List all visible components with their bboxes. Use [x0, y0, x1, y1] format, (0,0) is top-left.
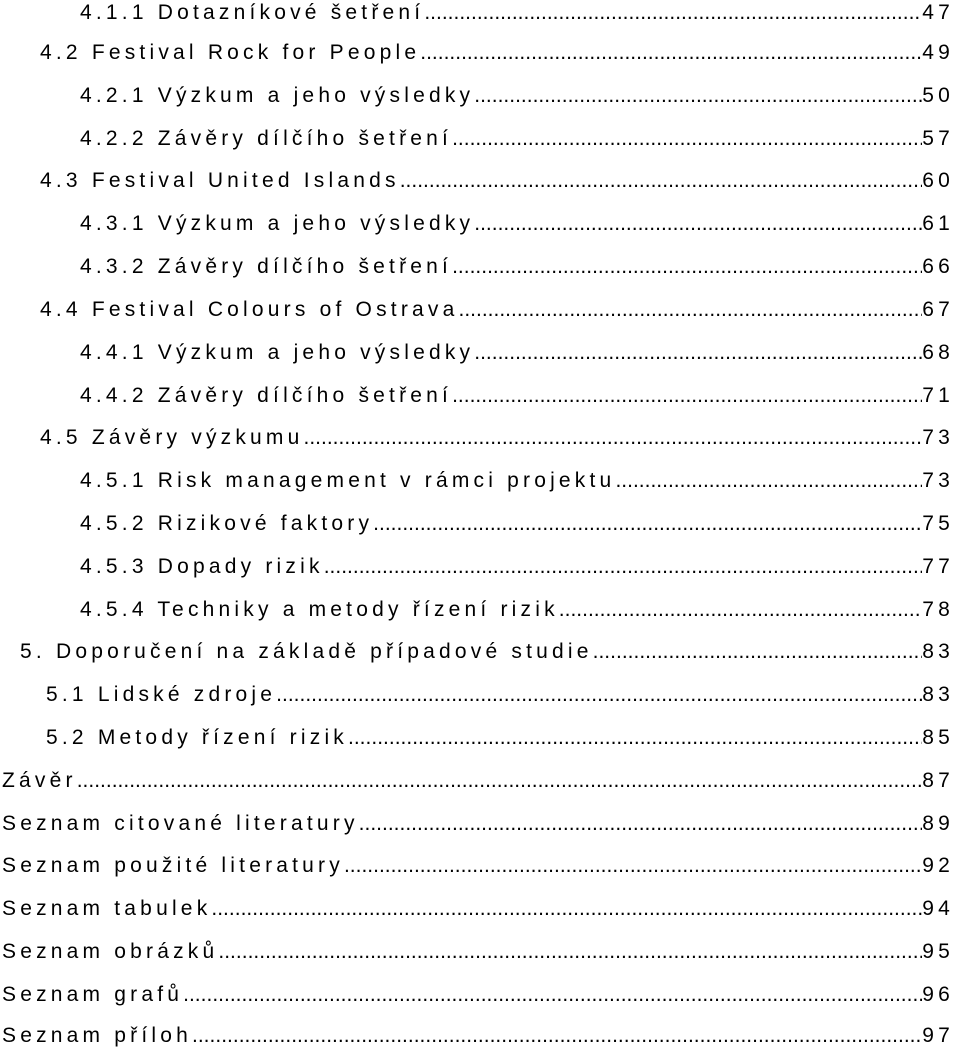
toc-dot-leader	[276, 680, 922, 710]
toc-entry[interactable]	[2, 809, 954, 839]
toc-entry-title: Seznam obrázků	[2, 940, 219, 963]
toc-entry[interactable]	[2, 851, 954, 881]
toc-page-number: 89	[922, 812, 954, 835]
toc-page-number: 50	[922, 84, 954, 107]
toc-dot-leader	[452, 124, 922, 154]
toc-entry-title: 4.3 Festival United Islands	[40, 169, 400, 192]
toc-entry-title: Seznam tabulek	[2, 897, 212, 920]
toc-entry[interactable]	[2, 937, 954, 967]
toc-entry-title: 5. Doporučení na základě případové studie	[20, 640, 593, 663]
toc-page-number: 95	[922, 940, 954, 963]
toc-entry[interactable]	[80, 81, 954, 111]
toc-page-number: 68	[922, 341, 954, 364]
toc-dot-leader	[211, 894, 922, 924]
toc-page-number: 83	[922, 683, 954, 706]
toc-entry-title: 4.5.4 Techniky a metody řízení rizik	[80, 598, 559, 621]
toc-entry[interactable]	[80, 0, 954, 28]
toc-entry[interactable]	[40, 423, 954, 453]
toc-dot-leader	[183, 980, 922, 1010]
toc-dot-leader	[218, 937, 922, 967]
toc-dot-leader	[474, 81, 922, 111]
toc-page-number: 61	[922, 212, 954, 235]
toc-entry-title: 4.4.1 Výzkum a jeho výsledky	[80, 341, 475, 364]
toc-entry[interactable]	[80, 552, 954, 582]
toc-entry-title: 4.2 Festival Rock for People	[40, 41, 421, 64]
toc-page-number: 47	[922, 1, 954, 24]
toc-dot-leader	[344, 851, 922, 881]
toc-dot-leader	[359, 809, 923, 839]
toc-entry-title: 4.4 Festival Colours of Ostrava	[40, 298, 459, 321]
toc-page-number: 49	[922, 41, 954, 64]
toc-dot-leader	[192, 1021, 922, 1051]
toc-page-number: 85	[922, 726, 954, 749]
toc-entry[interactable]	[2, 980, 954, 1010]
toc-entry[interactable]	[46, 723, 954, 753]
toc-page-number: 92	[922, 854, 954, 877]
toc-dot-leader	[77, 766, 923, 796]
toc-dot-leader	[452, 252, 922, 282]
toc-dot-leader	[400, 166, 923, 196]
toc-page-number: 66	[922, 255, 954, 278]
toc-dot-leader	[304, 423, 923, 453]
toc-entry-title: Seznam použité literatury	[2, 854, 344, 877]
toc-entry-title: 4.5.2 Rizikové faktory	[80, 512, 374, 535]
toc-dot-leader	[559, 595, 922, 625]
toc-entry[interactable]	[80, 209, 954, 239]
toc-page-number: 97	[922, 1024, 954, 1047]
toc-entry[interactable]	[40, 166, 954, 196]
toc-entry[interactable]	[80, 124, 954, 154]
toc-entry[interactable]	[80, 509, 954, 539]
toc-dot-leader	[615, 466, 922, 496]
toc-dot-leader	[424, 0, 922, 28]
toc-entry-title: Závěr	[2, 769, 77, 792]
toc-page-number: 83	[922, 640, 954, 663]
toc-dot-leader	[420, 38, 922, 68]
toc-dot-leader	[324, 552, 923, 582]
toc-entry-title: 4.2.1 Výzkum a jeho výsledky	[80, 84, 475, 107]
toc-entry-title: 5.2 Metody řízení rizik	[46, 726, 349, 749]
toc-entry-title: 4.3.2 Závěry dílčího šetření	[80, 255, 453, 278]
toc-entry-title: 4.5.3 Dopady rizik	[80, 555, 324, 578]
toc-entry[interactable]	[80, 595, 954, 625]
toc-entry-title: Seznam citované literatury	[2, 812, 359, 835]
toc-page-number: 73	[922, 469, 954, 492]
toc-entry[interactable]	[46, 680, 954, 710]
toc-page-number: 71	[922, 384, 954, 407]
toc-entry-title: 4.1.1 Dotazníkové šetření	[80, 1, 425, 24]
toc-dot-leader	[452, 381, 922, 411]
toc-page-number: 60	[922, 169, 954, 192]
toc-entry[interactable]	[2, 894, 954, 924]
toc-entry-title: 5.1 Lidské zdroje	[46, 683, 277, 706]
toc-entry-title: 4.3.1 Výzkum a jeho výsledky	[80, 212, 475, 235]
toc-page-number: 67	[922, 298, 954, 321]
toc-entry-title: 4.5.1 Risk management v rámci projektu	[80, 469, 616, 492]
toc-dot-leader	[474, 338, 922, 368]
toc-page-number: 73	[922, 426, 954, 449]
toc-entry-title: 4.2.2 Závěry dílčího šetření	[80, 127, 453, 150]
toc-page-number: 77	[922, 555, 954, 578]
toc-entry-title: 4.5 Závěry výzkumu	[40, 426, 304, 449]
toc-entry[interactable]	[2, 766, 954, 796]
toc-page-number: 57	[922, 127, 954, 150]
toc-page-number: 96	[922, 983, 954, 1006]
toc-entry[interactable]	[80, 338, 954, 368]
toc-entry[interactable]	[40, 295, 954, 325]
toc-entry[interactable]	[80, 381, 954, 411]
toc-dot-leader	[593, 637, 923, 667]
toc-page-number: 94	[922, 897, 954, 920]
toc-dot-leader	[474, 209, 922, 239]
toc-entry[interactable]	[20, 637, 954, 667]
toc-entry-title: 4.4.2 Závěry dílčího šetření	[80, 384, 453, 407]
toc-entry-title: Seznam příloh	[2, 1024, 193, 1047]
toc-entry[interactable]	[2, 1021, 954, 1051]
toc-dot-leader	[348, 723, 922, 753]
toc-entry-title: Seznam grafů	[2, 983, 184, 1006]
toc-dot-leader	[458, 295, 922, 325]
toc-entry[interactable]	[80, 252, 954, 282]
toc-entry[interactable]	[80, 466, 954, 496]
toc-page-number: 78	[922, 598, 954, 621]
toc-page-number: 75	[922, 512, 954, 535]
toc-dot-leader	[373, 509, 922, 539]
toc-page-number: 87	[922, 769, 954, 792]
toc-entry[interactable]	[40, 38, 954, 68]
